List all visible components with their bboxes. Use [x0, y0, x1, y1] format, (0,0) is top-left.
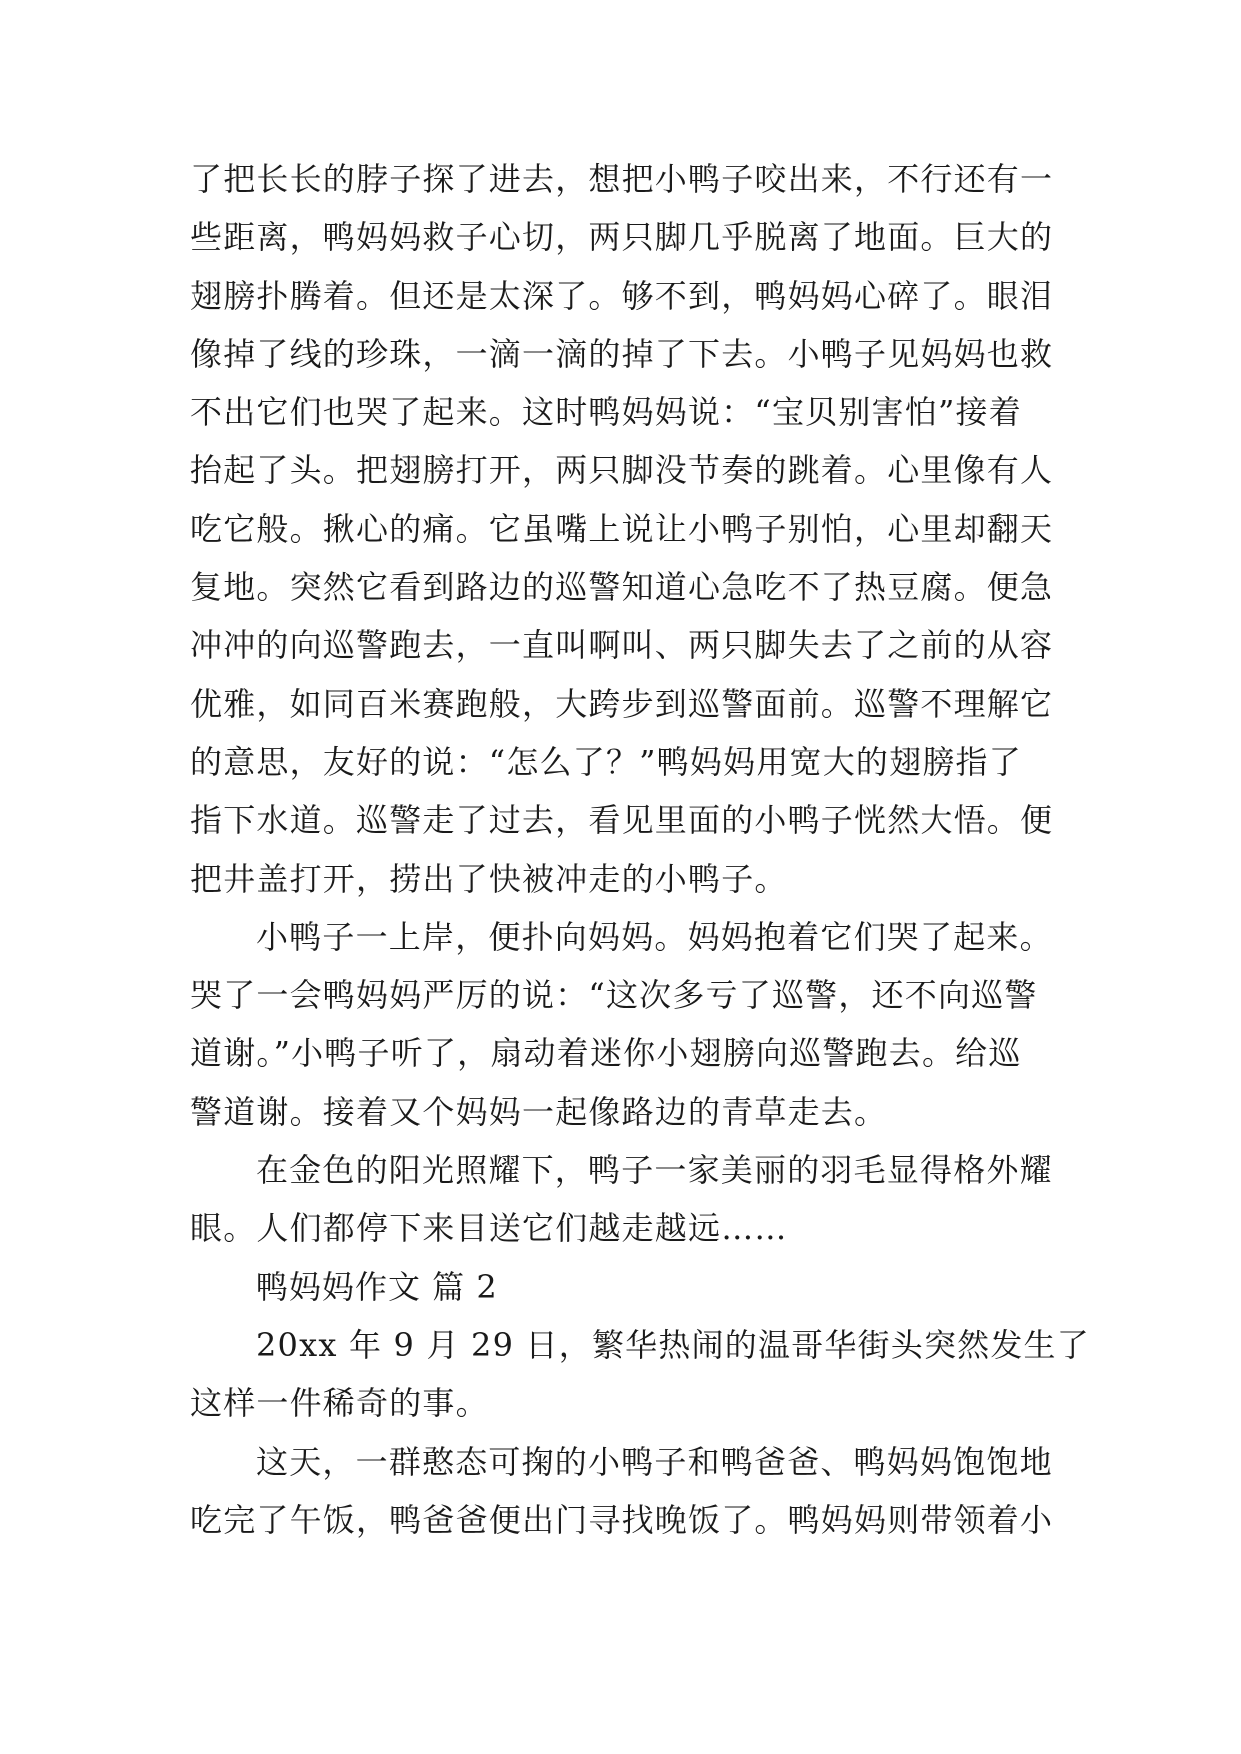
text-line-19: 眼。人们都停下来目送它们越走越远…… [190, 1209, 788, 1248]
text-line-5: 不出它们也哭了起来。这时鸭妈妈说：“宝贝别害怕”接着 [190, 393, 1022, 432]
text-line-17: 警道谢。接着又个妈妈一起像路边的青草走去。 [190, 1092, 888, 1131]
text-line-15: 哭了一会鸭妈妈严厉的说：“这次多亏了巡警，还不向巡警 [190, 976, 1038, 1015]
document-body [190, 150, 1090, 1549]
text-line-2: 些距离，鸭妈妈救子心切，两只脚几乎脱离了地面。巨大的 [190, 218, 1054, 257]
text-line-22: 这样一件稀奇的事。 [190, 1384, 489, 1423]
text-line-11: 的意思，友好的说：“怎么了？”鸭妈妈用宽大的翅膀指了 [190, 742, 1022, 781]
text-line-9: 冲冲的向巡警跑去，一直叫啊叫、两只脚失去了之前的从容 [190, 626, 1054, 665]
text-line-6: 抬起了头。把翅膀打开，两只脚没节奏的跳着。心里像有人 [190, 451, 1054, 490]
text-line-7: 吃它般。揪心的痛。它虽嘴上说让小鸭子别怕，心里却翻天 [190, 509, 1054, 548]
text-line-18: 在金色的阳光照耀下，鸭子一家美丽的羽毛显得格外耀 [256, 1151, 1053, 1190]
text-line-16: 道谢。”小鸭子听了，扇动着迷你小翅膀向巡警跑去。给巡 [190, 1034, 1022, 1073]
text-line-3: 翅膀扑腾着。但还是太深了。够不到，鸭妈妈心碎了。眼泪 [190, 276, 1054, 315]
text-line-10: 优雅，如同百米赛跑般，大跨步到巡警面前。巡警不理解它 [190, 684, 1054, 723]
text-line-8: 复地。突然它看到路边的巡警知道心急吃不了热豆腐。便急 [190, 568, 1054, 607]
text-line-21: 20xx 年 9 月 29 日，繁华热闹的温哥华街头突然发生了 [256, 1325, 1090, 1364]
text-line-12: 指下水道。巡警走了过去，看见里面的小鸭子恍然大悟。便 [190, 801, 1054, 840]
text-line-1: 了把长长的脖子探了进去，想把小鸭子咬出来，不行还有一 [190, 160, 1054, 198]
section-heading: 鸭妈妈作文 篇 2 [256, 1267, 498, 1306]
text-line-23: 这天，一群憨态可掬的小鸭子和鸭爸爸、鸭妈妈饱饱地 [256, 1442, 1053, 1481]
text-line-13: 把井盖打开，捞出了快被冲走的小鸭子。 [190, 859, 788, 898]
text-line-24: 吃完了午饭，鸭爸爸便出门寻找晚饭了。鸭妈妈则带领着小 [190, 1500, 1054, 1539]
text-line-14: 小鸭子一上岸，便扑向妈妈。妈妈抱着它们哭了起来。 [256, 917, 1053, 956]
text-line-4: 像掉了线的珍珠，一滴一滴的掉了下去。小鸭子见妈妈也救 [190, 334, 1054, 373]
